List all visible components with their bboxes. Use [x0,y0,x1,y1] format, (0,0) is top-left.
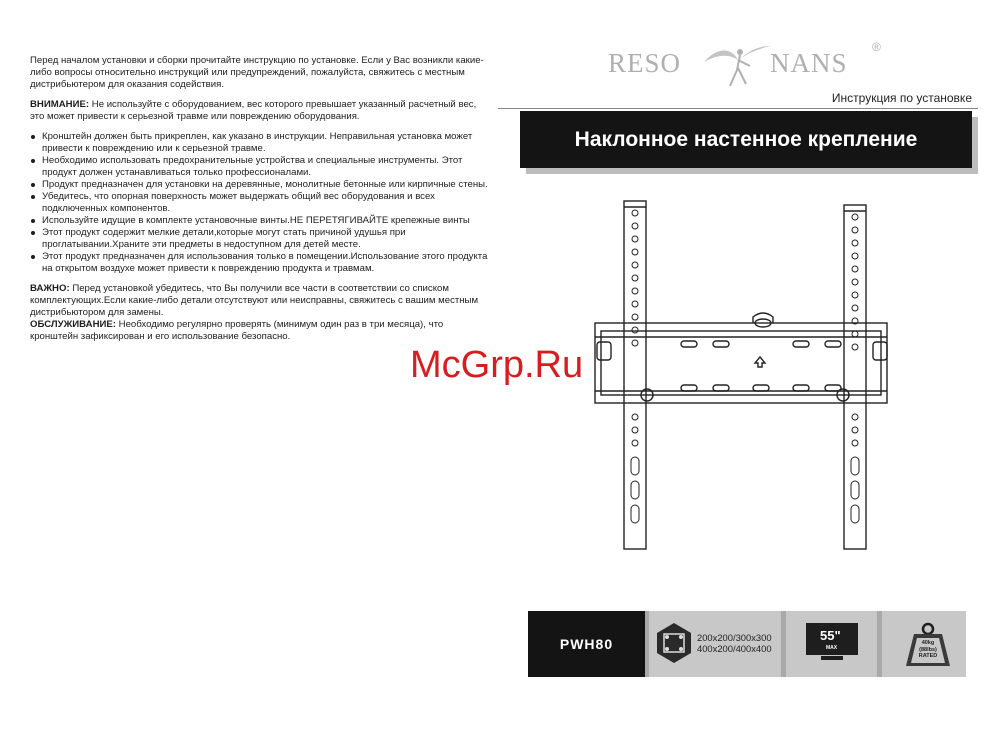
instructions-column [30,55,490,343]
registered-mark: ® [872,40,881,54]
screen-max: MAX [826,645,838,651]
list-item: Убедитесь, что опорная поверхность может выдержать общий вес оборудования и всех подключенных компонентов. [30,191,490,215]
important-paragraph [30,283,490,343]
intro-paragraph: Перед началом установки и сборки прочитайте инструкцию по установке. Если у Вас возникли какие-либо вопросы относительно инструкций или предупреждений, пожалуйста, свяжитесь с местным дистрибьютером для оказания содействия. [30,55,484,90]
weight-kg: 40kg [921,640,935,646]
mount-drawing [585,195,915,560]
important-text: Перед установкой убедитесь, что Вы получили все части в соответствии со списком комплектующих.Если какие-либо детали отсутствуют или неисправны, свяжитесь с вашим местным дистрибьютором для замены. [30,283,479,318]
watermark: McGrp.Ru [410,344,584,386]
weight-rated: RATED [918,653,938,659]
maintenance-label: ОБСЛУЖИВАНИЕ: [30,319,116,330]
maintenance-text: Необходимо регулярно проверять (минимум один раз в три месяца), что кронштейн зафиксирован и его использование безопасно. [30,319,444,342]
list-item: Необходимо использовать предохранительные устройства и специальные инструменты. Этот продукт должен устанавливаться только профессионалами. [30,155,490,179]
list-item: Используйте идущие в комплекте установочные винты.НЕ ПЕРЕТЯГИВАЙТЕ крепежные винты [30,215,490,227]
vesa-icon [655,621,693,665]
vesa-line-1: 200x200/300x300 [697,632,772,643]
brand-right: NANS [770,48,848,78]
brand-logo [608,40,898,90]
brand-left: RESO [608,48,682,78]
screen-size: 55" [820,628,841,643]
model-number: PWH80 [528,611,645,677]
vesa-sizes [697,632,772,654]
important-label: ВАЖНО: [30,283,70,294]
list-item: Продукт предназначен для установки на деревянные, монолитные бетонные или кирпичные стены. [30,179,490,191]
document-subtitle: Инструкция по установке [831,91,972,105]
list-item: Этот продукт предназначен для использования только в помещении.Использование этого продукта на открытом воздухе может привести к повреждению продукта и травмам. [30,251,490,275]
warning-paragraph [30,99,490,123]
warning-label: ВНИМАНИЕ: [30,99,90,110]
divider [498,108,978,109]
safety-list [30,131,490,275]
list-item: Кронштейн должен быть прикреплен, как указано в инструкции. Неправильная установка может привести к повреждению или к серьезной травме. [30,131,490,155]
list-item: Этот продукт содержит мелкие детали,которые могут стать причиной удушья при проглатывании.Храните эти предметы в недоступном для детей месте. [30,227,490,251]
weight-rating [914,640,942,660]
warning-text: Не используйте с оборудованием, вес которого превышает указанный расчетный вес, это может привести к серьезной травме или повреждению оборудования. [30,99,477,122]
weight-lbs: (88lbs) [919,646,937,653]
vesa-line-2: 400x200/400x400 [697,643,772,654]
fairy-icon [700,40,774,90]
document-title: Наклонное настенное крепление [520,111,972,168]
